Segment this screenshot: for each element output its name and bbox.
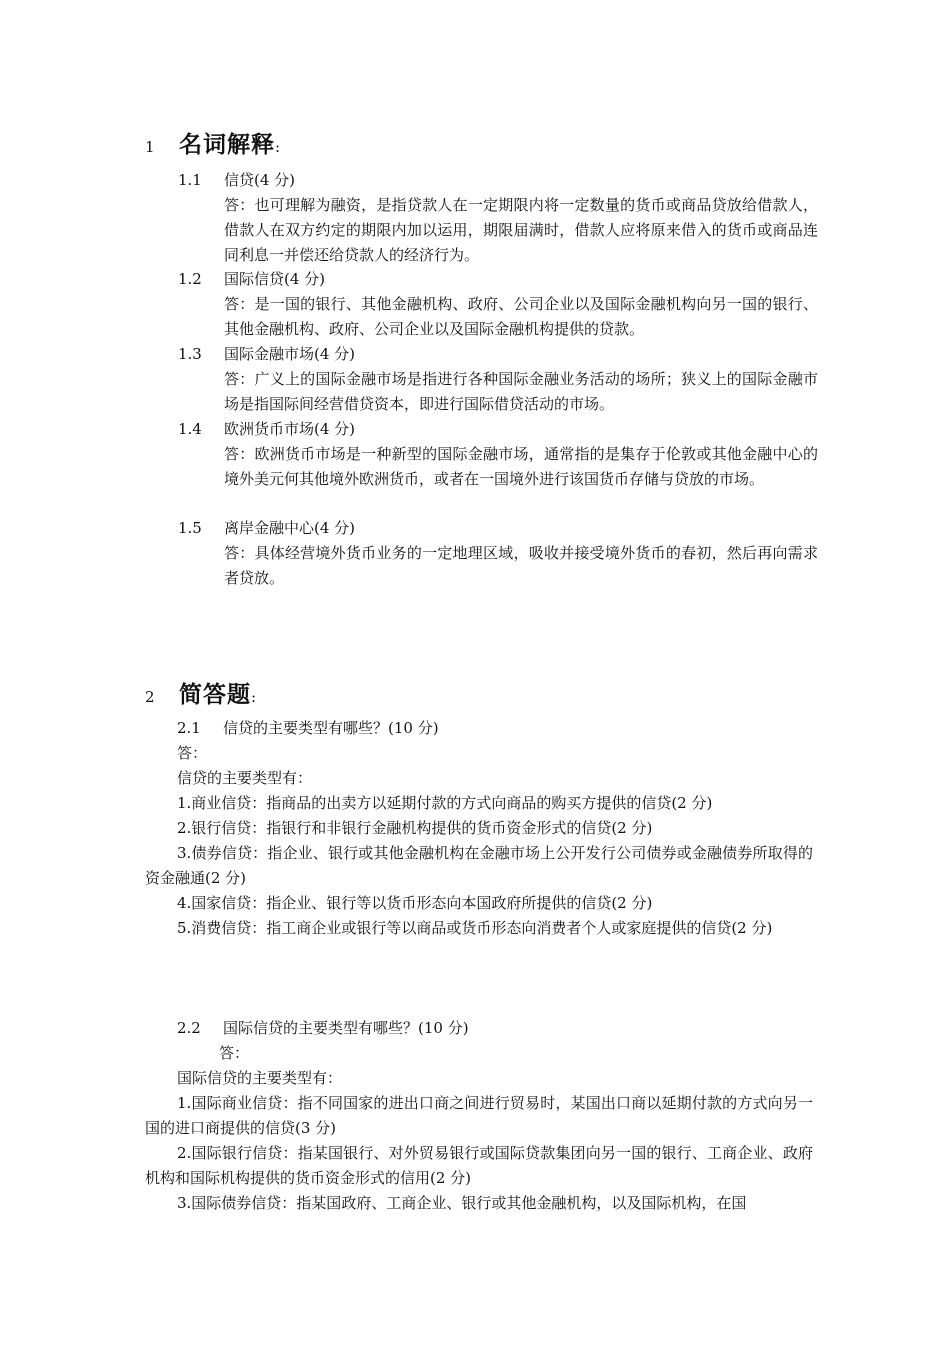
term-answer: 答：也可理解为融资，是指贷款人在一定期限内将一定数量的货币或商品贷放给借款人，借款人在双方约定的期限内加以运用，期限届满时，借款人应将原来借入的货币或商品连同利息一并偿还给贷款人的经济行为。	[224, 196, 818, 264]
question-2-2	[145, 1016, 813, 1216]
section-1-heading	[145, 126, 280, 159]
answer-point: 1.国际商业信贷：指不同国家的进出口商之间进行贸易时，某国出口商以延期付款的方式向另一国的进口商提供的信贷(3 分)	[145, 1094, 813, 1137]
term-item	[178, 516, 818, 591]
term-answer: 答：具体经营境外货币业务的一定地理区域，吸收并接受境外货币的春初，然后再向需求者贷放。	[224, 544, 818, 587]
question-number: 2.1	[177, 719, 201, 737]
answer-point: 3.国际债券信贷：指某国政府、工商企业、银行或其他金融机构，以及国际机构，在国	[177, 1194, 747, 1212]
answer-point: 2.国际银行信贷：指某国银行、对外贸易银行或国际贷款集团向另一国的银行、工商企业、政府机构和国际机构提供的货币资金形式的信用(2 分)	[145, 1144, 813, 1187]
question-number: 2.2	[177, 1019, 201, 1037]
answer-point: 5.消费信贷：指工商企业或银行等以商品或货币形态向消费者个人或家庭提供的信贷(2 分)	[177, 919, 773, 937]
term-number: 1.1	[178, 171, 202, 189]
term-item	[178, 417, 818, 492]
answer-point: 4.国家信贷：指企业、银行等以货币形态向本国政府所提供的信贷(2 分)	[177, 894, 653, 912]
term-number: 1.2	[178, 270, 202, 288]
term-number: 1.5	[178, 519, 202, 537]
section-2-colon: :	[251, 688, 257, 706]
term-title: 信贷(4 分)	[224, 171, 296, 189]
term-title: 国际金融市场(4 分)	[224, 345, 356, 363]
term-item	[178, 342, 818, 417]
section-2-number: 2	[145, 688, 155, 706]
term-title: 离岸金融中心(4 分)	[224, 519, 356, 537]
answer-intro: 国际信贷的主要类型有：	[177, 1069, 343, 1087]
term-item	[178, 267, 818, 342]
answer-point: 3.债券信贷：指企业、银行或其他金融机构在金融市场上公开发行公司债券或金融债券所取得的资金融通(2 分)	[145, 844, 813, 887]
term-title: 欧洲货币市场(4 分)	[224, 420, 356, 438]
answer-label: 答：	[177, 744, 208, 762]
term-answer: 答：广义上的国际金融市场是指进行各种国际金融业务活动的场所；狭义上的国际金融市场是指国际间经营借贷资本，即进行国际借贷活动的市场。	[224, 370, 818, 413]
term-item	[178, 168, 818, 268]
section-1-colon: :	[275, 138, 281, 156]
section-1-number: 1	[145, 138, 155, 156]
question-title: 信贷的主要类型有哪些？(10 分)	[223, 719, 439, 737]
answer-label: 答：	[219, 1044, 250, 1062]
section-2-title: 简答题	[179, 681, 251, 708]
question-2-1	[145, 716, 813, 941]
term-answer: 答：欧洲货币市场是一种新型的国际金融市场，通常指的是集存于伦敦或其他金融中心的境外美元何其他境外欧洲货币，或者在一国境外进行该国货币存储与贷放的市场。	[224, 445, 818, 488]
section-2-heading	[145, 676, 256, 709]
question-title: 国际信贷的主要类型有哪些？(10 分)	[223, 1019, 469, 1037]
term-answer: 答：是一国的银行、其他金融机构、政府、公司企业以及国际金融机构向另一国的银行、其他金融机构、政府、公司企业以及国际金融机构提供的贷款。	[224, 295, 818, 338]
section-1-title: 名词解释	[179, 131, 275, 158]
answer-point: 2.银行信贷：指银行和非银行金融机构提供的货币资金形式的信贷(2 分)	[177, 819, 653, 837]
term-title: 国际信贷(4 分)	[224, 270, 326, 288]
answer-intro: 信贷的主要类型有：	[177, 769, 313, 787]
answer-point: 1.商业信贷：指商品的出卖方以延期付款的方式向商品的购买方提供的信贷(2 分)	[177, 794, 713, 812]
term-number: 1.3	[178, 345, 202, 363]
term-number: 1.4	[178, 420, 202, 438]
